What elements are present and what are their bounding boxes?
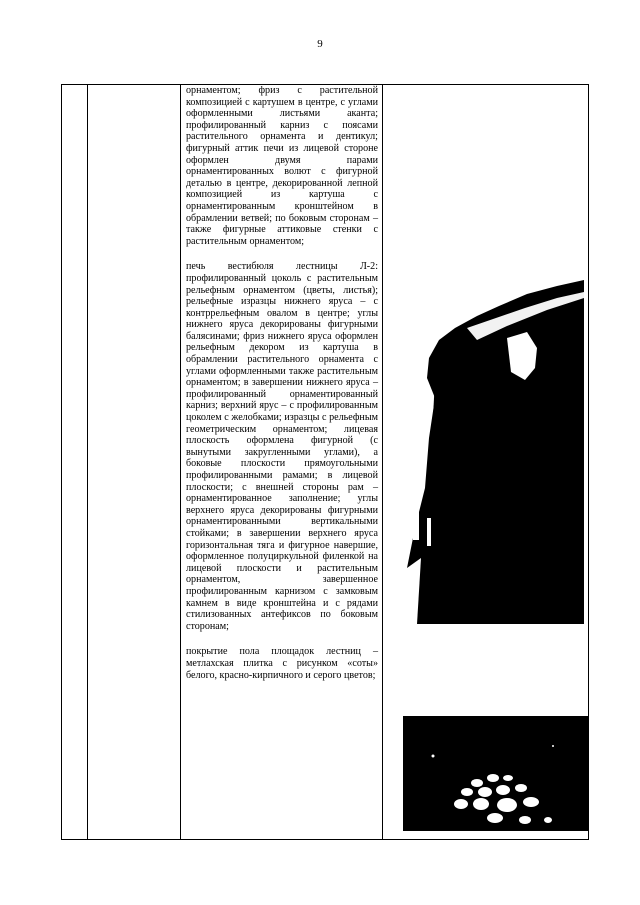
page-number: 9 [317,38,323,50]
column-divider-2 [180,85,181,839]
document-table [61,84,589,840]
photo-floor-tiles [403,716,588,831]
column-divider-3 [382,85,383,839]
description-column [186,85,378,695]
paragraph-floor: покрытие пола площадок лестниц – метлахская плитка с рисунком «соты» белого, красно-кирпичного и серого цветов; [186,646,378,681]
paragraph-stove-decor: орнаментом; фриз с растительной композицией с картушем в центре, с углами оформленными листьями аканта; профилированный карниз с поясами растительного орнамента и дентикул; фигурный аттик печи из лицевой стороне оформлен двумя парами орнаментированных волют с фигурной деталью в центре, декорированной лепной композицией из картуша с орнаментированным кронштейном в обрамлении ветвей; по боковым сторонам – также фигурные аттиковые стенки с растительным орнаментом; [186,85,378,247]
column-divider-1 [87,85,88,839]
paragraph-stove-l2: печь вестибюля лестницы Л-2: профилированный цоколь с растительным рельефным орнаментом (цветы, листья); рельефные изразцы нижнего яруса – с контррельефным овалом в центре; углы нижнего яруса декорированы фигурными балясинами; фриз нижнего яруса оформлен рельефным декором из картуша в обрамлении растительного орнамента с углами оформленными также растительным орнаментом; в завершении нижнего яруса – профилированный орнаментированный карниз; верхний ярус – с профилированным цоколем с желобками; изразцы с рельефным геометрическим орнаментом; лицевая плоскость оформлена фигурной (с вынутыми закругленными углами), а боковые плоскости прямоугольными профилированными рамами; в лицевой плоскости; с внешней стороны рам – орнаментированное заполнение; углы верхнего яруса декорированы фигурными орнаментированными вертикальными стойками; в завершении верхнего яруса горизонтальная тяга и фигурное навершие, оформленное полуциркульной филенкой на лицевой плоскости и растительным орнаментом, завершенное профилированным карнизом с замковым камнем в виде кронштейна и с рядами стилизованных антефиксов по боковым сторонам; [186,261,378,632]
photo-stove-vestibule [407,268,584,624]
